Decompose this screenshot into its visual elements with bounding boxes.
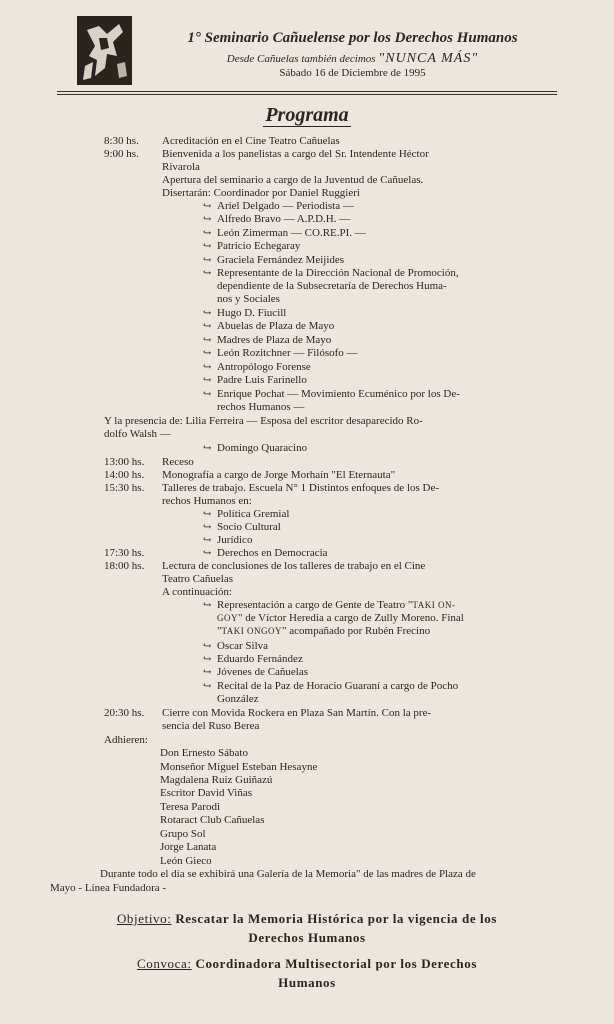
performance-item: Representación a cargo de Gente de Teatro "TAKI ON- bbox=[217, 599, 456, 611]
arrow-icon: ↪ bbox=[203, 375, 212, 386]
arrow-icon: ↪ bbox=[203, 201, 212, 212]
program-line: Teatro Cañuelas bbox=[162, 573, 234, 585]
speaker-item: Alfredo Bravo — A.P.D.H. — bbox=[217, 213, 351, 225]
program-line: Talleres de trabajo. Escuela N° 1 Distintos enfoques de los De- bbox=[162, 482, 440, 494]
speaker-item: Domingo Quaracino bbox=[217, 442, 308, 454]
supporter-item: Don Ernesto Sábato bbox=[160, 747, 248, 759]
program-title: Programa bbox=[265, 104, 349, 126]
arrow-icon: ↪ bbox=[203, 667, 212, 678]
arrow-icon: ↪ bbox=[203, 268, 212, 279]
arrow-icon: ↪ bbox=[203, 654, 212, 665]
arrow-icon: ↪ bbox=[203, 228, 212, 239]
speaker-item: Madres de Plaza de Mayo bbox=[217, 334, 332, 346]
program-line: A continuación: bbox=[162, 586, 232, 598]
supporter-item: Teresa Parodi bbox=[160, 801, 221, 813]
arrow-icon: ↪ bbox=[203, 600, 212, 611]
arrow-icon: ↪ bbox=[203, 389, 212, 400]
speaker-item: Hugo D. Fiucill bbox=[217, 307, 287, 319]
speaker-item: Abuelas de Plaza de Mayo bbox=[217, 320, 335, 332]
seminar-subtitle bbox=[150, 51, 555, 67]
speaker-item: Representante de la Dirección Nacional de Promoción, bbox=[217, 267, 459, 279]
supporter-item: Magdalena Ruiz Guiñazú bbox=[160, 774, 273, 786]
subtitle-text: Desde Cañuelas también decimos bbox=[226, 53, 376, 65]
time-label: 18:00 hs. bbox=[104, 560, 145, 572]
arrow-icon: ↪ bbox=[203, 348, 212, 359]
program-line: Acreditación en el Cine Teatro Cañuelas bbox=[162, 135, 340, 147]
time-label: 8:30 hs. bbox=[104, 135, 139, 147]
convoca-label: Convoca: bbox=[136, 956, 192, 971]
galeria-line: Mayo - Línea Fundadora - bbox=[50, 882, 167, 894]
supporter-item: Monseñor Miguel Esteban Hesayne bbox=[160, 761, 318, 773]
workshop-item: Jurídico bbox=[217, 534, 253, 546]
performance-item: Eduardo Fernández bbox=[217, 653, 303, 665]
speaker-item: Enrique Pochat — Movimiento Ecuménico por los De- bbox=[217, 388, 460, 400]
program-line: dolfo Walsh — bbox=[104, 428, 171, 440]
supporter-item: Escritor David Viñas bbox=[160, 787, 253, 799]
speaker-item: Padre Luis Farinello bbox=[217, 374, 307, 386]
objetivo-text: Rescatar la Memoria Histórica por la vigencia de los bbox=[175, 911, 498, 926]
arrow-icon: ↪ bbox=[203, 522, 212, 533]
supporter-item: León Gieco bbox=[160, 855, 212, 867]
program-line: Receso bbox=[162, 456, 194, 468]
performance-item-cont: "TAKI ONGOY" acompañado por Rubén Frecino bbox=[217, 625, 431, 637]
speaker-item-cont: rechos Humanos — bbox=[217, 401, 305, 413]
speaker-item-cont: nos y Sociales bbox=[217, 293, 280, 305]
time-label: 14:00 hs. bbox=[104, 469, 145, 481]
seminar-logo bbox=[77, 16, 132, 85]
objetivo-text: Derechos Humanos bbox=[248, 930, 366, 945]
workshop-item: Política Gremial bbox=[217, 508, 290, 520]
seminar-date: Sábado 16 de Diciembre de 1995 bbox=[279, 67, 426, 79]
workshop-item: Derechos en Democracia bbox=[217, 547, 328, 559]
arrow-icon: ↪ bbox=[203, 535, 212, 546]
arrow-icon: ↪ bbox=[203, 548, 212, 559]
program-line: Disertarán: Coordinador por Daniel Ruggieri bbox=[162, 187, 360, 199]
program-line: Monografía a cargo de Jorge Morhaín "El Eternauta" bbox=[162, 469, 396, 481]
arrow-icon: ↪ bbox=[203, 241, 212, 252]
performance-item: Recital de la Paz de Horacio Guaraní a cargo de Pocho bbox=[217, 680, 459, 692]
program-line: rechos Humanos en: bbox=[162, 495, 252, 507]
program-line: Y la presencia de: Lilia Ferreira — Esposa del escritor desaparecido Ro- bbox=[104, 415, 423, 427]
performance-item: Jóvenes de Cañuelas bbox=[217, 666, 309, 678]
speaker-item: Ariel Delgado — Periodista — bbox=[217, 200, 354, 212]
arrow-icon: ↪ bbox=[203, 443, 212, 454]
time-label: 17:30 hs. bbox=[104, 547, 145, 559]
speaker-item: León Rozitchner — Filósofo — bbox=[217, 347, 358, 359]
arrow-icon: ↪ bbox=[203, 255, 212, 266]
speaker-item: Patricio Echegaray bbox=[217, 240, 301, 252]
convoca-text: Humanos bbox=[278, 975, 336, 990]
program-line: Rivarola bbox=[162, 161, 200, 173]
arrow-icon: ↪ bbox=[203, 509, 212, 520]
header-rule bbox=[57, 94, 557, 95]
performance-item-cont: GOY" de Víctor Heredia a cargo de Zully Moreno. Final bbox=[217, 612, 464, 624]
speaker-item: Graciela Fernández Meijides bbox=[217, 254, 345, 266]
convoca-text: Coordinadora Multisectorial por los Derechos bbox=[195, 956, 478, 971]
time-label: 13:00 hs. bbox=[104, 456, 145, 468]
arrow-icon: ↪ bbox=[203, 641, 212, 652]
convoca-block bbox=[40, 954, 574, 992]
objetivo-block bbox=[40, 909, 574, 947]
performance-item: Oscar Silva bbox=[217, 640, 269, 652]
arrow-icon: ↪ bbox=[203, 681, 212, 692]
performance-item-cont: González bbox=[217, 693, 259, 705]
program-line: sencia del Ruso Berea bbox=[162, 720, 260, 732]
time-label: 20:30 hs. bbox=[104, 707, 145, 719]
adhieren-label: Adhieren: bbox=[104, 734, 148, 746]
speaker-item: León Zimerman — CO.RE.PI. — bbox=[217, 227, 366, 239]
galeria-line: Durante todo el día se exhibirá una Galería de la Memoria" de las madres de Plaza de bbox=[100, 868, 476, 880]
program-line: Cierre con Movida Rockera en Plaza San Martín. Con la pre- bbox=[162, 707, 432, 719]
arrow-icon: ↪ bbox=[203, 335, 212, 346]
objetivo-label: Objetivo: bbox=[116, 911, 172, 926]
time-label: 15:30 hs. bbox=[104, 482, 145, 494]
supporter-item: Rotaract Club Cañuelas bbox=[160, 814, 265, 826]
program-line: Lectura de conclusiones de los talleres de trabajo en el Cine bbox=[162, 560, 426, 572]
time-label: 9:00 hs. bbox=[104, 148, 139, 160]
seminar-title: 1° Seminario Cañuelense por los Derechos Humanos bbox=[187, 30, 518, 46]
arrow-icon: ↪ bbox=[203, 308, 212, 319]
header-rule bbox=[57, 91, 557, 92]
arrow-icon: ↪ bbox=[203, 362, 212, 373]
program-line: Bienvenida a los panelistas a cargo del Sr. Intendente Héctor bbox=[162, 148, 429, 160]
arrow-icon: ↪ bbox=[203, 321, 212, 332]
subtitle-motto: "NUNCA MÁS" bbox=[378, 51, 479, 66]
program-line: Apertura del seminario a cargo de la Juventud de Cañuelas. bbox=[162, 174, 424, 186]
arrow-icon: ↪ bbox=[203, 214, 212, 225]
workshop-item: Socio Cultural bbox=[217, 521, 281, 533]
speaker-item: Antropólogo Forense bbox=[217, 361, 311, 373]
speaker-item-cont: dependiente de la Subsecretaría de Derechos Huma- bbox=[217, 280, 447, 292]
supporter-item: Grupo Sol bbox=[160, 828, 206, 840]
supporter-item: Jorge Lanata bbox=[160, 841, 217, 853]
